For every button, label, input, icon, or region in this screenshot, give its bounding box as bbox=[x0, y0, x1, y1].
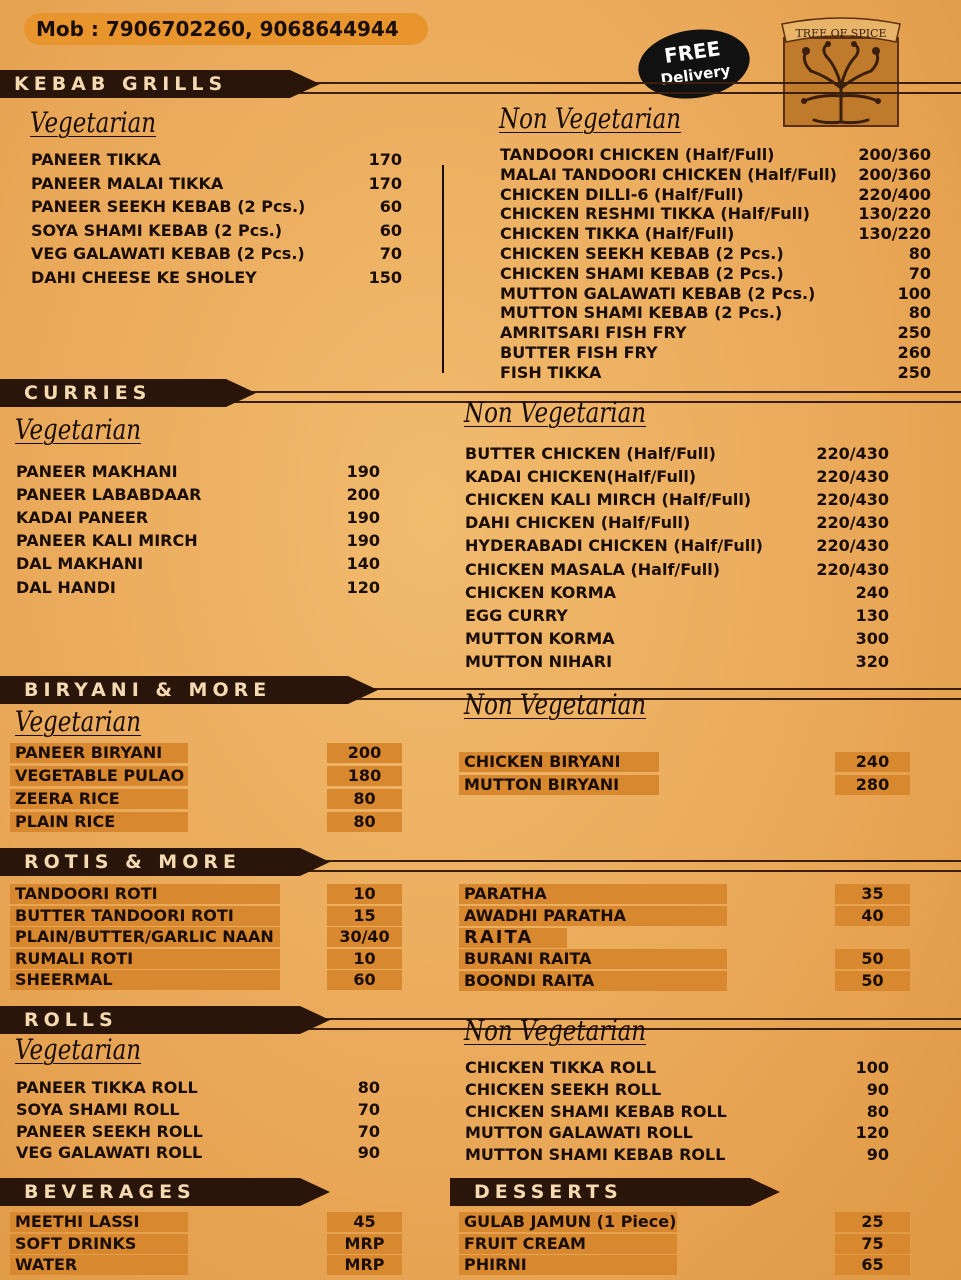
item-name: CHICKEN KORMA bbox=[465, 582, 617, 602]
item-name: BUTTER TANDOORI ROTI bbox=[10, 906, 280, 926]
item-price: 80 bbox=[908, 244, 931, 263]
item-name: CHICKEN SEEKH ROLL bbox=[465, 1079, 662, 1099]
item-name: AMRITSARI FISH FRY bbox=[500, 323, 687, 343]
item-price: 65 bbox=[835, 1255, 910, 1275]
item-name: MUTTON SHAMI KEBAB ROLL bbox=[465, 1145, 726, 1165]
item-name: PLAIN RICE bbox=[10, 812, 188, 832]
item-name: SOYA SHAMI ROLL bbox=[16, 1099, 180, 1119]
heading-nonveg-rolls: Non Vegetarian bbox=[464, 1014, 647, 1047]
item-price: 35 bbox=[835, 884, 910, 904]
item-price: 220/430 bbox=[816, 513, 889, 533]
item-price: 70 bbox=[908, 263, 931, 283]
item-name: TANDOORI CHICKEN (Half/Full) bbox=[500, 145, 775, 164]
section-title: ROTIS & MORE bbox=[24, 851, 241, 873]
item-name: PANEER TIKKA bbox=[31, 150, 161, 169]
contact-mobile: Mob : 7906702260, 9068644944 bbox=[24, 13, 428, 45]
item-name: AWADHI PARATHA bbox=[459, 906, 727, 926]
item-name: EGG CURRY bbox=[465, 605, 568, 625]
item-price: 75 bbox=[835, 1234, 910, 1254]
item-name: CHICKEN DILLI-6 (Half/Full) bbox=[500, 184, 744, 204]
item-name: VEG GALAWATI ROLL bbox=[16, 1143, 203, 1163]
item-name: MUTTON SHAMI KEBAB (2 Pcs.) bbox=[500, 303, 783, 323]
item-price: 220/430 bbox=[816, 467, 889, 487]
item-price: 80 bbox=[327, 812, 402, 832]
item-name: DAL MAKHANI bbox=[16, 554, 144, 574]
item-name: WATER bbox=[10, 1255, 188, 1275]
item-price: 30/40 bbox=[327, 927, 402, 947]
item-name: FISH TIKKA bbox=[500, 362, 602, 382]
item-name: ZEERA RICE bbox=[10, 789, 188, 809]
item-price: 80 bbox=[327, 789, 402, 809]
item-price: 240 bbox=[835, 752, 910, 772]
item-price: 250 bbox=[897, 362, 931, 382]
item-price: 190 bbox=[346, 508, 380, 528]
item-price: 220/430 bbox=[816, 536, 889, 556]
heading-nonveg-kebab: Non Vegetarian bbox=[499, 102, 682, 135]
item-price: MRP bbox=[327, 1234, 402, 1254]
badge-line1: FREE bbox=[662, 36, 722, 68]
item-name: BOONDI RAITA bbox=[459, 971, 727, 991]
item-name: BUTTER CHICKEN (Half/Full) bbox=[465, 444, 716, 463]
item-price: 45 bbox=[327, 1212, 402, 1232]
item-name: SHEERMAL bbox=[10, 970, 280, 990]
item-price: 200/360 bbox=[858, 164, 931, 184]
item-price: MRP bbox=[327, 1255, 402, 1275]
item-name: PANEER LABABDAAR bbox=[16, 485, 202, 505]
item-price: 220/430 bbox=[816, 490, 889, 510]
item-price: 120 bbox=[346, 577, 380, 597]
item-price: 260 bbox=[897, 343, 931, 362]
section-title: CURRIES bbox=[24, 382, 152, 404]
item-price: 10 bbox=[327, 884, 402, 904]
item-name: VEG GALAWATI KEBAB (2 Pcs.) bbox=[31, 244, 305, 264]
item-price: 50 bbox=[835, 949, 910, 969]
raita-heading: RAITA bbox=[459, 928, 567, 948]
item-name: CHICKEN KALI MIRCH (Half/Full) bbox=[465, 490, 752, 510]
item-name: MUTTON KORMA bbox=[465, 628, 615, 648]
item-price: 200/360 bbox=[858, 145, 931, 164]
item-price: 90 bbox=[357, 1143, 380, 1163]
item-name: FRUIT CREAM bbox=[459, 1234, 677, 1254]
item-price: 150 bbox=[368, 268, 402, 287]
item-name: KADAI CHICKEN(Half/Full) bbox=[465, 467, 697, 487]
item-name: MALAI TANDOORI CHICKEN (Half/Full) bbox=[500, 164, 837, 184]
item-name: CHICKEN TIKKA (Half/Full) bbox=[500, 224, 735, 244]
item-price: 80 bbox=[357, 1078, 380, 1097]
item-name: PHIRNI bbox=[459, 1255, 677, 1275]
item-name: CHICKEN SEEKH KEBAB (2 Pcs.) bbox=[500, 244, 784, 263]
heading-veg-kebab: Vegetarian bbox=[30, 106, 157, 139]
heading-veg-biryani: Vegetarian bbox=[15, 705, 142, 738]
item-price: 240 bbox=[855, 582, 889, 602]
item-name: PANEER BIRYANI bbox=[10, 743, 188, 763]
item-name: PANEER SEEKH ROLL bbox=[16, 1121, 203, 1141]
item-name: CHICKEN SHAMI KEBAB (2 Pcs.) bbox=[500, 263, 784, 283]
item-price: 190 bbox=[346, 462, 380, 481]
item-name: CHICKEN MASALA (Half/Full) bbox=[465, 559, 721, 579]
item-name: CHICKEN RESHMI TIKKA (Half/Full) bbox=[500, 204, 810, 224]
item-name: VEGETABLE PULAO bbox=[10, 766, 188, 786]
item-price: 80 bbox=[866, 1101, 889, 1121]
item-price: 70 bbox=[379, 244, 402, 264]
section-beverages bbox=[0, 1178, 330, 1214]
heading-nonveg-biryani: Non Vegetarian bbox=[464, 688, 647, 721]
item-price: 80 bbox=[908, 303, 931, 323]
item-price: 170 bbox=[368, 150, 402, 169]
item-name: MUTTON NIHARI bbox=[465, 651, 613, 671]
section-title: DESSERTS bbox=[474, 1181, 623, 1203]
item-price: 200 bbox=[327, 743, 402, 763]
item-price: 140 bbox=[346, 554, 380, 574]
section-title: BEVERAGES bbox=[24, 1181, 196, 1203]
logo-text: TREE OF SPICE bbox=[795, 27, 887, 40]
item-price: 90 bbox=[866, 1145, 889, 1165]
badge-line2: Delivery bbox=[659, 61, 732, 89]
item-price: 50 bbox=[835, 971, 910, 991]
item-price: 220/400 bbox=[858, 184, 931, 204]
heading-nonveg-curries: Non Vegetarian bbox=[464, 396, 647, 429]
item-name: CHICKEN BIRYANI bbox=[459, 752, 659, 772]
section-title: KEBAB GRILLS bbox=[14, 73, 228, 95]
heading-veg-curries: Vegetarian bbox=[15, 413, 142, 446]
section-title: ROLLS bbox=[24, 1009, 118, 1031]
section-desserts bbox=[450, 1178, 780, 1214]
item-name: RUMALI ROTI bbox=[10, 949, 280, 969]
item-price: 100 bbox=[897, 283, 931, 303]
item-price: 220/430 bbox=[816, 559, 889, 579]
item-price: 100 bbox=[855, 1058, 889, 1077]
column-divider bbox=[442, 165, 444, 373]
section-kebab-grills bbox=[0, 70, 961, 106]
item-name: PANEER KALI MIRCH bbox=[16, 531, 198, 551]
item-name: PLAIN/BUTTER/GARLIC NAAN bbox=[10, 927, 280, 947]
item-price: 120 bbox=[855, 1123, 889, 1143]
item-name: MUTTON GALAWATI KEBAB (2 Pcs.) bbox=[500, 283, 816, 303]
item-name: CHICKEN TIKKA ROLL bbox=[465, 1058, 657, 1077]
item-name: PANEER MALAI TIKKA bbox=[31, 173, 224, 193]
item-name: MEETHI LASSI bbox=[10, 1212, 188, 1232]
item-name: SOFT DRINKS bbox=[10, 1234, 188, 1254]
item-price: 130 bbox=[855, 605, 889, 625]
item-price: 180 bbox=[327, 766, 402, 786]
item-name: MUTTON GALAWATI ROLL bbox=[465, 1123, 693, 1143]
item-name: DAHI CHEESE KE SHOLEY bbox=[31, 268, 257, 287]
item-price: 90 bbox=[866, 1079, 889, 1099]
item-name: BURANI RAITA bbox=[459, 949, 727, 969]
item-name: HYDERABADI CHICKEN (Half/Full) bbox=[465, 536, 763, 556]
item-price: 130/220 bbox=[858, 224, 931, 244]
item-price: 200 bbox=[346, 485, 380, 505]
item-name: PARATHA bbox=[459, 884, 727, 904]
section-rotis bbox=[0, 848, 961, 884]
item-price: 70 bbox=[357, 1099, 380, 1119]
item-price: 60 bbox=[379, 197, 402, 217]
item-price: 300 bbox=[855, 628, 889, 648]
item-name: SOYA SHAMI KEBAB (2 Pcs.) bbox=[31, 220, 283, 240]
item-name: PANEER MAKHANI bbox=[16, 462, 178, 481]
item-name: PANEER SEEKH KEBAB (2 Pcs.) bbox=[31, 197, 306, 217]
item-name: PANEER TIKKA ROLL bbox=[16, 1078, 198, 1097]
item-name: KADAI PANEER bbox=[16, 508, 149, 528]
item-price: 190 bbox=[346, 531, 380, 551]
section-title: BIRYANI & MORE bbox=[24, 679, 272, 701]
item-price: 60 bbox=[327, 970, 402, 990]
item-price: 170 bbox=[368, 173, 402, 193]
item-name: GULAB JAMUN (1 Piece) bbox=[459, 1212, 677, 1232]
item-name: DAHI CHICKEN (Half/Full) bbox=[465, 513, 691, 533]
item-price: 280 bbox=[835, 775, 910, 795]
item-name: TANDOORI ROTI bbox=[10, 884, 280, 904]
item-price: 130/220 bbox=[858, 204, 931, 224]
item-name: BUTTER FISH FRY bbox=[500, 343, 658, 362]
item-price: 60 bbox=[379, 220, 402, 240]
item-price: 25 bbox=[835, 1212, 910, 1232]
item-price: 15 bbox=[327, 906, 402, 926]
item-name: MUTTON BIRYANI bbox=[459, 775, 659, 795]
item-price: 70 bbox=[357, 1121, 380, 1141]
heading-veg-rolls: Vegetarian bbox=[15, 1033, 142, 1066]
item-price: 10 bbox=[327, 949, 402, 969]
item-price: 40 bbox=[835, 906, 910, 926]
item-name: DAL HANDI bbox=[16, 577, 116, 597]
item-price: 250 bbox=[897, 323, 931, 343]
item-price: 320 bbox=[855, 651, 889, 671]
item-name: CHICKEN SHAMI KEBAB ROLL bbox=[465, 1101, 727, 1121]
item-price: 220/430 bbox=[816, 444, 889, 463]
